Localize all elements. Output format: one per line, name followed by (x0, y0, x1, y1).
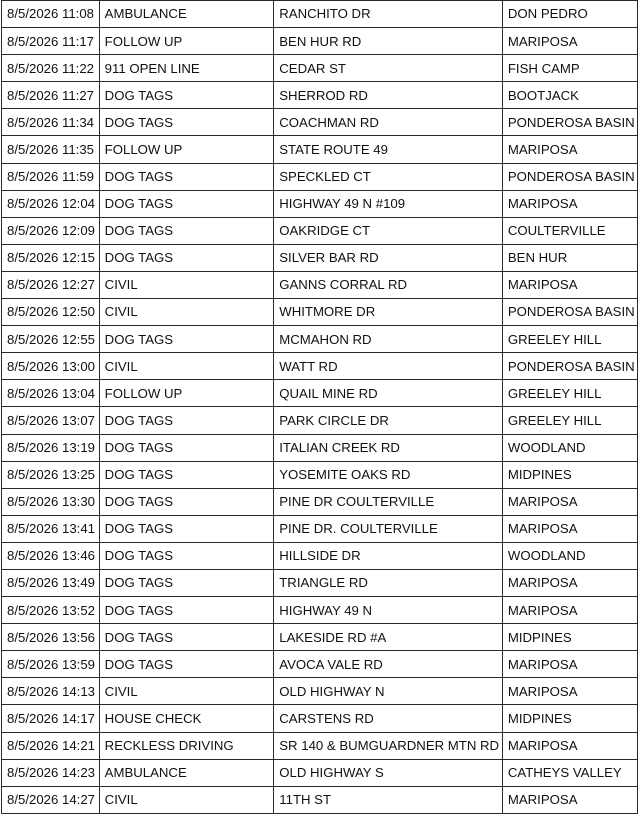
datetime-cell: 8/5/2026 13:56 (2, 624, 100, 651)
call-type-cell: DOG TAGS (99, 651, 274, 678)
community-cell: PONDEROSA BASIN (502, 299, 637, 326)
location-cell: OAKRIDGE CT (274, 217, 503, 244)
table-row (2, 28, 638, 55)
table-row (2, 299, 638, 326)
datetime-cell: 8/5/2026 12:09 (2, 217, 100, 244)
call-log-table (1, 0, 638, 814)
table-row (2, 542, 638, 569)
community-cell: MARIPOSA (502, 28, 637, 55)
table-row (2, 353, 638, 380)
location-cell: CEDAR ST (274, 55, 503, 82)
location-cell: SHERROD RD (274, 82, 503, 109)
datetime-cell: 8/5/2026 13:46 (2, 542, 100, 569)
datetime-cell: 8/5/2026 11:59 (2, 163, 100, 190)
table-row (2, 624, 638, 651)
location-cell: CARSTENS RD (274, 705, 503, 732)
location-cell: PINE DR COULTERVILLE (274, 488, 503, 515)
call-type-cell: CIVIL (99, 786, 274, 813)
table-row (2, 136, 638, 163)
table-row (2, 705, 638, 732)
table-row (2, 678, 638, 705)
location-cell: WATT RD (274, 353, 503, 380)
community-cell: FISH CAMP (502, 55, 637, 82)
location-cell: MCMAHON RD (274, 326, 503, 353)
table-row (2, 217, 638, 244)
table-row (2, 461, 638, 488)
location-cell: WHITMORE DR (274, 299, 503, 326)
datetime-cell: 8/5/2026 14:21 (2, 732, 100, 759)
community-cell: MIDPINES (502, 461, 637, 488)
table-row (2, 82, 638, 109)
community-cell: MARIPOSA (502, 136, 637, 163)
community-cell: DON PEDRO (502, 1, 637, 28)
location-cell: SR 140 & BUMGUARDNER MTN RD (274, 732, 503, 759)
community-cell: GREELEY HILL (502, 326, 637, 353)
call-type-cell: AMBULANCE (99, 1, 274, 28)
call-type-cell: CIVIL (99, 353, 274, 380)
table-row (2, 569, 638, 596)
location-cell: AVOCA VALE RD (274, 651, 503, 678)
community-cell: MIDPINES (502, 705, 637, 732)
community-cell: WOODLAND (502, 542, 637, 569)
location-cell: HIGHWAY 49 N (274, 597, 503, 624)
community-cell: MARIPOSA (502, 651, 637, 678)
call-type-cell: DOG TAGS (99, 569, 274, 596)
call-log-body (2, 1, 638, 814)
community-cell: MARIPOSA (502, 190, 637, 217)
datetime-cell: 8/5/2026 11:27 (2, 82, 100, 109)
datetime-cell: 8/5/2026 13:00 (2, 353, 100, 380)
datetime-cell: 8/5/2026 14:17 (2, 705, 100, 732)
community-cell: WOODLAND (502, 434, 637, 461)
datetime-cell: 8/5/2026 11:22 (2, 55, 100, 82)
datetime-cell: 8/5/2026 13:04 (2, 380, 100, 407)
call-type-cell: 911 OPEN LINE (99, 55, 274, 82)
table-row (2, 271, 638, 298)
community-cell: MARIPOSA (502, 678, 637, 705)
community-cell: PONDEROSA BASIN (502, 163, 637, 190)
call-type-cell: DOG TAGS (99, 597, 274, 624)
community-cell: MARIPOSA (502, 271, 637, 298)
location-cell: HILLSIDE DR (274, 542, 503, 569)
datetime-cell: 8/5/2026 13:59 (2, 651, 100, 678)
community-cell: CATHEYS VALLEY (502, 759, 637, 786)
call-type-cell: CIVIL (99, 299, 274, 326)
call-type-cell: CIVIL (99, 271, 274, 298)
call-type-cell: DOG TAGS (99, 488, 274, 515)
datetime-cell: 8/5/2026 11:34 (2, 109, 100, 136)
call-type-cell: DOG TAGS (99, 163, 274, 190)
community-cell: MARIPOSA (502, 786, 637, 813)
call-type-cell: DOG TAGS (99, 542, 274, 569)
location-cell: OLD HIGHWAY S (274, 759, 503, 786)
community-cell: BOOTJACK (502, 82, 637, 109)
location-cell: STATE ROUTE 49 (274, 136, 503, 163)
table-row (2, 326, 638, 353)
location-cell: LAKESIDE RD #A (274, 624, 503, 651)
table-row (2, 759, 638, 786)
datetime-cell: 8/5/2026 12:15 (2, 244, 100, 271)
call-type-cell: FOLLOW UP (99, 380, 274, 407)
datetime-cell: 8/5/2026 13:30 (2, 488, 100, 515)
location-cell: TRIANGLE RD (274, 569, 503, 596)
datetime-cell: 8/5/2026 14:27 (2, 786, 100, 813)
call-type-cell: AMBULANCE (99, 759, 274, 786)
community-cell: COULTERVILLE (502, 217, 637, 244)
location-cell: GANNS CORRAL RD (274, 271, 503, 298)
community-cell: PONDEROSA BASIN (502, 109, 637, 136)
community-cell: GREELEY HILL (502, 407, 637, 434)
call-type-cell: DOG TAGS (99, 407, 274, 434)
location-cell: COACHMAN RD (274, 109, 503, 136)
location-cell: RANCHITO DR (274, 1, 503, 28)
community-cell: MARIPOSA (502, 597, 637, 624)
call-type-cell: DOG TAGS (99, 326, 274, 353)
location-cell: SPECKLED CT (274, 163, 503, 190)
datetime-cell: 8/5/2026 13:41 (2, 515, 100, 542)
call-type-cell: DOG TAGS (99, 624, 274, 651)
table-row (2, 786, 638, 813)
location-cell: PINE DR. COULTERVILLE (274, 515, 503, 542)
call-type-cell: FOLLOW UP (99, 136, 274, 163)
datetime-cell: 8/5/2026 14:23 (2, 759, 100, 786)
call-type-cell: CIVIL (99, 678, 274, 705)
table-row (2, 407, 638, 434)
table-row (2, 732, 638, 759)
location-cell: BEN HUR RD (274, 28, 503, 55)
location-cell: 11TH ST (274, 786, 503, 813)
call-type-cell: DOG TAGS (99, 461, 274, 488)
community-cell: MARIPOSA (502, 515, 637, 542)
datetime-cell: 8/5/2026 13:25 (2, 461, 100, 488)
table-row (2, 55, 638, 82)
datetime-cell: 8/5/2026 13:49 (2, 569, 100, 596)
community-cell: BEN HUR (502, 244, 637, 271)
call-type-cell: RECKLESS DRIVING (99, 732, 274, 759)
community-cell: MARIPOSA (502, 488, 637, 515)
call-type-cell: DOG TAGS (99, 515, 274, 542)
call-type-cell: DOG TAGS (99, 244, 274, 271)
call-type-cell: DOG TAGS (99, 190, 274, 217)
call-type-cell: DOG TAGS (99, 109, 274, 136)
datetime-cell: 8/5/2026 11:35 (2, 136, 100, 163)
datetime-cell: 8/5/2026 12:55 (2, 326, 100, 353)
table-row (2, 1, 638, 28)
location-cell: PARK CIRCLE DR (274, 407, 503, 434)
datetime-cell: 8/5/2026 12:50 (2, 299, 100, 326)
datetime-cell: 8/5/2026 11:08 (2, 1, 100, 28)
table-row (2, 515, 638, 542)
table-row (2, 163, 638, 190)
call-type-cell: DOG TAGS (99, 434, 274, 461)
table-row (2, 651, 638, 678)
datetime-cell: 8/5/2026 12:04 (2, 190, 100, 217)
table-row (2, 109, 638, 136)
call-type-cell: HOUSE CHECK (99, 705, 274, 732)
location-cell: QUAIL MINE RD (274, 380, 503, 407)
table-row (2, 380, 638, 407)
call-type-cell: FOLLOW UP (99, 28, 274, 55)
table-row (2, 190, 638, 217)
table-row (2, 244, 638, 271)
community-cell: MIDPINES (502, 624, 637, 651)
datetime-cell: 8/5/2026 11:17 (2, 28, 100, 55)
table-row (2, 597, 638, 624)
datetime-cell: 8/5/2026 13:07 (2, 407, 100, 434)
call-type-cell: DOG TAGS (99, 217, 274, 244)
table-row (2, 434, 638, 461)
location-cell: OLD HIGHWAY N (274, 678, 503, 705)
community-cell: PONDEROSA BASIN (502, 353, 637, 380)
location-cell: HIGHWAY 49 N #109 (274, 190, 503, 217)
community-cell: MARIPOSA (502, 732, 637, 759)
location-cell: SILVER BAR RD (274, 244, 503, 271)
datetime-cell: 8/5/2026 12:27 (2, 271, 100, 298)
call-type-cell: DOG TAGS (99, 82, 274, 109)
datetime-cell: 8/5/2026 13:52 (2, 597, 100, 624)
location-cell: ITALIAN CREEK RD (274, 434, 503, 461)
datetime-cell: 8/5/2026 14:13 (2, 678, 100, 705)
community-cell: MARIPOSA (502, 569, 637, 596)
datetime-cell: 8/5/2026 13:19 (2, 434, 100, 461)
location-cell: YOSEMITE OAKS RD (274, 461, 503, 488)
community-cell: GREELEY HILL (502, 380, 637, 407)
table-row (2, 488, 638, 515)
